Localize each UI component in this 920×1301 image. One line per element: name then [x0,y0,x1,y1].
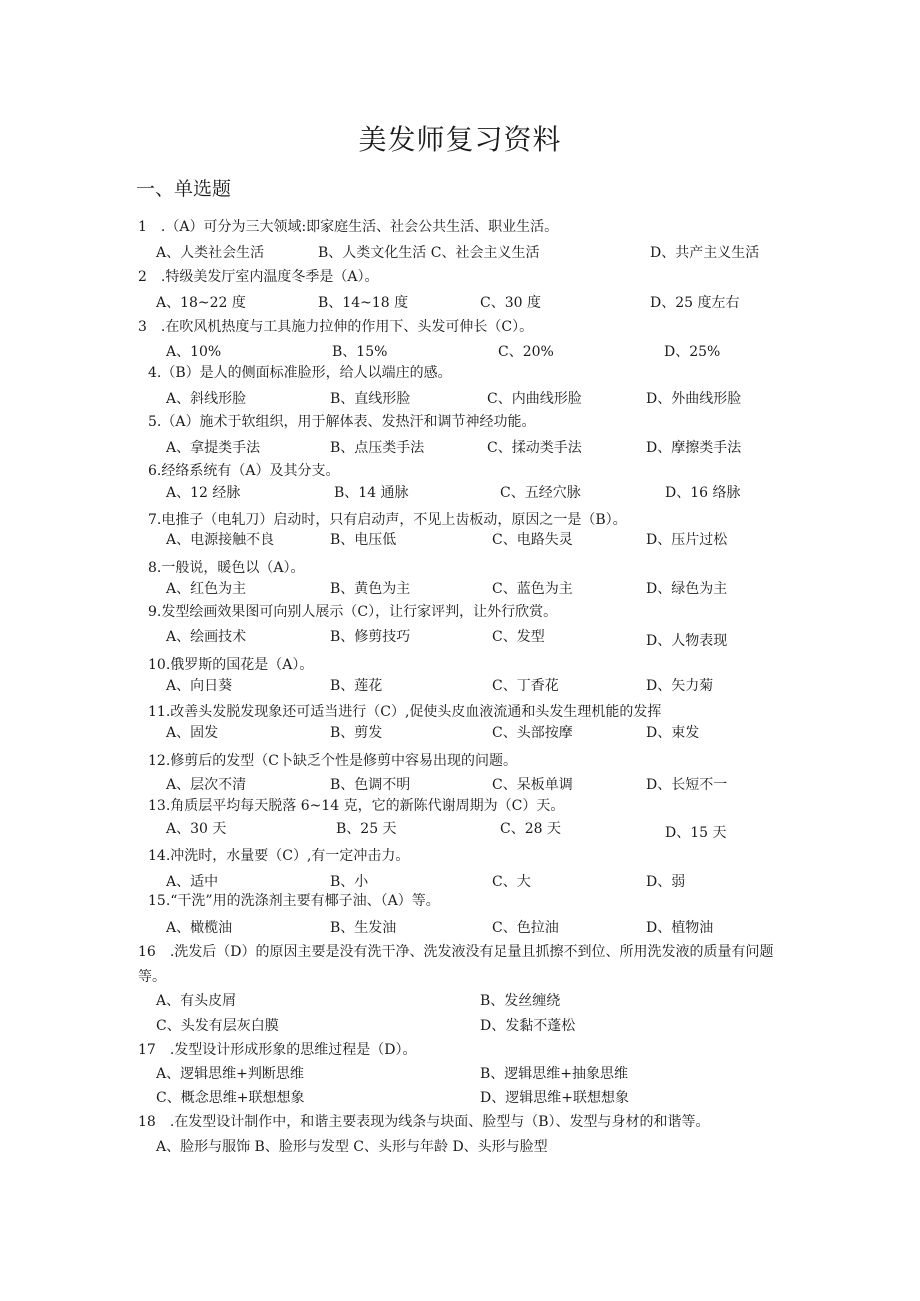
question-10-option-4: D、矢力菊 [646,678,714,694]
question-10-option-2: B、莲花 [330,678,383,694]
question-17-option-4: D、逻辑思维+联想想象 [480,1090,629,1106]
question-13-option-3: C、28 天 [500,821,561,837]
question-6-option-1: A、12 经脉 [166,485,241,501]
question-14-option-1: A、适中 [166,874,219,890]
question-1-option-3: D、共产主义生活 [650,245,760,261]
question-4-option-4: D、外曲线形脸 [646,391,742,407]
question-4-option-3: C、内曲线形脸 [487,391,582,407]
question-14-option-2: B、小 [330,874,369,890]
question-11-option-4: D、束发 [646,725,700,741]
question-17-text: 17 .发型设计形成形象的思维过程是（D）。 [138,1042,417,1058]
question-11-option-3: C、头部按摩 [492,725,573,741]
question-3-option-3: C、20% [498,344,554,360]
question-4-option-2: B、直线形脸 [330,391,411,407]
question-15-option-3: C、色拉油 [492,920,559,936]
question-17-option-2: B、逻辑思维+抽象思维 [480,1066,629,1082]
question-1-text: 1 .（A）可分为三大领域:即家庭生活、社会公共生活、职业生活。 [138,219,559,235]
question-7-option-1: A、电源接触不良 [166,532,275,548]
question-17-option-1: A、逻辑思维+判断思维 [156,1066,304,1082]
question-12-option-4: D、长短不一 [646,777,728,793]
question-16-option-2: B、发丝缠绕 [480,993,561,1009]
question-14-option-3: C、大 [492,874,531,890]
question-5-option-3: C、揉动类手法 [487,440,582,456]
document-title: 美发师复习资料 [358,123,562,156]
question-10-option-3: C、丁香花 [492,678,559,694]
question-3-option-1: A、10% [166,344,222,360]
question-8-option-1: A、红色为主 [166,581,247,597]
question-9-option-2: B、修剪技巧 [330,629,411,645]
question-15-option-4: D、植物油 [646,920,714,936]
question-6-option-3: C、五经穴脉 [500,485,581,501]
question-2-option-2: B、14~18 度 [318,295,409,311]
question-5-option-2: B、点压类手法 [330,440,425,456]
question-11-text: 11.改善头发脱发现象还可适当进行（C）,促使头皮血液流通和头发生理机能的发挥 [148,704,662,720]
question-15-option-2: B、生发油 [330,920,397,936]
section-heading: 一、单选题 [136,178,232,200]
question-16-option-1: A、有头皮屑 [156,993,237,1009]
question-12-option-1: A、层次不清 [166,777,247,793]
question-18-option-1: A、脸形与服饰 B、脸形与发型 C、头形与年龄 D、头形与脸型 [156,1139,548,1155]
question-12-text: 12.修剪后的发型（C卜缺乏个性是修剪中容易出现的问题。 [148,753,517,769]
question-9-option-1: A、绘画技术 [166,629,247,645]
question-3-option-2: B、15% [332,344,388,360]
question-1-option-1: A、人类社会生活 [156,245,265,261]
question-18-text: 18 .在发型设计制作中，和谐主要表现为线条与块面、脸型与（B）、发型与身材的和谐等。 [138,1114,710,1130]
question-7-option-3: C、电路失灵 [492,532,573,548]
question-6-option-2: B、14 通脉 [334,485,409,501]
question-13-option-4: D、15 天 [665,825,727,841]
question-15-option-1: A、橄榄油 [166,920,233,936]
question-10-option-1: A、向日葵 [166,678,233,694]
question-7-text: 7.电推子（电轧刀）启动时，只有启动声，不见上齿板动，原因之一是（B）。 [148,512,627,528]
question-16-option-3: C、头发有层灰白膜 [156,1018,279,1034]
question-11-option-1: A、固发 [166,725,219,741]
question-4-text: 4.（B）是人的侧面标准脸形，给人以端庄的感。 [148,365,452,381]
question-9-option-3: C、发型 [492,629,545,645]
question-12-option-3: C、呆板单调 [492,777,573,793]
question-2-option-4: D、25 度左右 [650,295,740,311]
question-2-option-3: C、30 度 [480,295,541,311]
question-9-text: 9.发型绘画效果图可向别人展示（C），让行家评判，让外行欣赏。 [148,604,558,620]
question-13-option-1: A、30 天 [166,821,227,837]
question-13-text: 13.角质层平均每天脱落 6~14 克，它的新陈代谢周期为（C）天。 [148,798,565,814]
question-17-option-3: C、概念思维+联想想象 [156,1090,305,1106]
question-5-option-4: D、摩擦类手法 [646,440,742,456]
question-8-text: 8.一般说，暖色以（A）。 [148,560,305,576]
question-7-option-4: D、压片过松 [646,532,728,548]
question-14-option-4: D、弱 [646,874,686,890]
question-8-option-2: B、黄色为主 [330,581,411,597]
question-6-text: 6.经络系统有（A）及其分支。 [148,463,340,479]
question-16-option-4: D、发黏不蓬松 [480,1018,576,1034]
question-16-text: 16 .洗发后（D）的原因主要是没有洗干净、洗发液没有足量且抓擦不到位、所用洗发液的质量有问题等。 [138,944,774,985]
question-2-text: 2 .特级美发厅室内温度冬季是（A）。 [138,269,379,285]
question-8-option-3: C、蓝色为主 [492,581,573,597]
question-11-option-2: B、剪发 [330,725,383,741]
question-5-text: 5.（A）施术于软组织，用于解体表、发热汗和调节神经功能。 [148,414,536,430]
question-8-option-4: D、绿色为主 [646,581,728,597]
question-15-text: 15.“干洗”用的洗涤剂主要有椰子油、（A）等。 [148,893,440,909]
question-2-option-1: A、18~22 度 [156,295,246,311]
question-5-option-1: A、拿提类手法 [166,440,261,456]
question-7-option-2: B、电压低 [330,532,397,548]
question-3-option-4: D、25% [664,344,721,360]
question-3-text: 3 .在吹风机热度与工具施力拉伸的作用下、头发可伸长（C）。 [138,319,534,335]
question-13-option-2: B、25 天 [336,821,397,837]
question-1-option-2: B、人类文化生活 C、社会主义生活 [318,245,540,261]
question-6-option-4: D、16 络脉 [665,485,741,501]
question-10-text: 10.俄罗斯的国花是（A）。 [148,657,314,673]
question-4-option-1: A、斜线形脸 [166,391,247,407]
question-12-option-2: B、色调不明 [330,777,411,793]
question-9-option-4: D、人物表现 [646,633,728,649]
question-14-text: 14.冲洗时，水量要（C）,有一定冲击力。 [148,848,410,864]
